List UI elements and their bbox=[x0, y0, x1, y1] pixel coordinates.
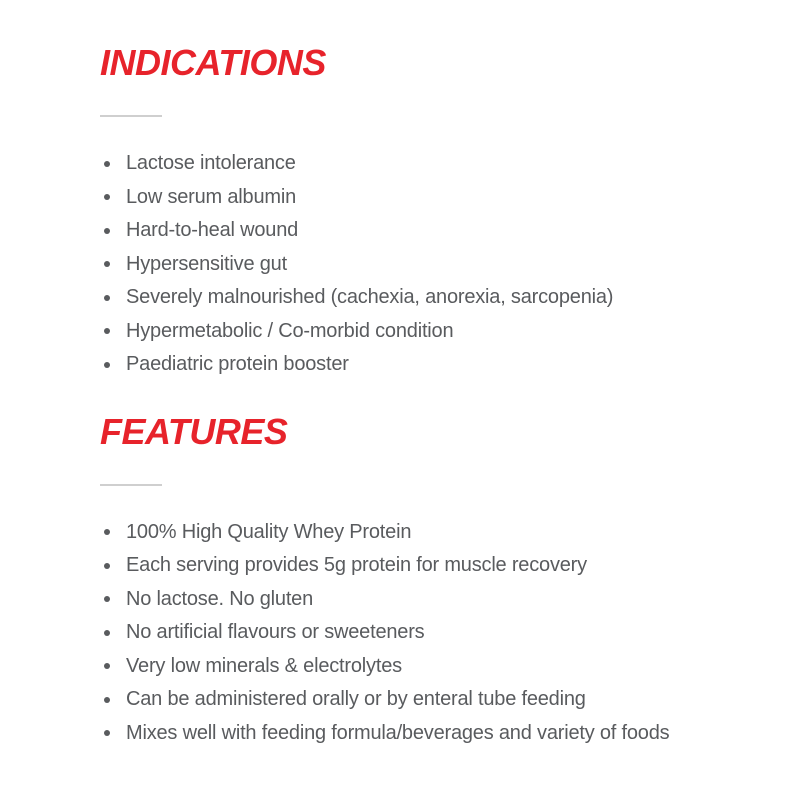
features-section bbox=[100, 410, 740, 751]
list-item-text: No artificial flavours or sweeteners bbox=[126, 621, 425, 644]
bullet-icon bbox=[104, 295, 110, 301]
list-item bbox=[100, 248, 740, 282]
list-item bbox=[100, 315, 740, 349]
list-item bbox=[100, 717, 740, 751]
list-item bbox=[100, 181, 740, 215]
indications-section bbox=[100, 44, 740, 382]
list-item-text: Very low minerals & electrolytes bbox=[126, 654, 402, 677]
bullet-icon bbox=[104, 228, 110, 234]
list-item bbox=[100, 281, 740, 315]
list-item bbox=[100, 683, 740, 717]
section-divider bbox=[100, 115, 162, 117]
list-item-text: Paediatric protein booster bbox=[126, 353, 349, 376]
bullet-icon bbox=[104, 630, 110, 636]
bullet-icon bbox=[104, 563, 110, 569]
list-item-text: Severely malnourished (cachexia, anorexia, sarcopenia) bbox=[126, 286, 614, 309]
bullet-icon bbox=[104, 362, 110, 368]
features-heading: FEATURES bbox=[100, 410, 288, 452]
bullet-icon bbox=[104, 194, 110, 200]
bullet-icon bbox=[104, 663, 110, 669]
bullet-icon bbox=[104, 161, 110, 167]
indications-list bbox=[100, 147, 740, 382]
list-item bbox=[100, 650, 740, 684]
list-item-text: Lactose intolerance bbox=[126, 152, 296, 175]
list-item-text: Can be administered orally or by enteral tube feeding bbox=[126, 688, 586, 711]
bullet-icon bbox=[104, 730, 110, 736]
list-item bbox=[100, 616, 740, 650]
list-item-text: 100% High Quality Whey Protein bbox=[126, 520, 412, 543]
features-list bbox=[100, 516, 740, 751]
bullet-icon bbox=[104, 596, 110, 602]
list-item-text: Mixes well with feeding formula/beverages and variety of foods bbox=[126, 721, 670, 744]
list-item bbox=[100, 516, 740, 550]
list-item bbox=[100, 583, 740, 617]
list-item-text: No lactose. No gluten bbox=[126, 587, 314, 610]
bullet-icon bbox=[104, 529, 110, 535]
bullet-icon bbox=[104, 261, 110, 267]
list-item-text: Each serving provides 5g protein for muscle recovery bbox=[126, 554, 587, 577]
list-item bbox=[100, 147, 740, 181]
bullet-icon bbox=[104, 328, 110, 334]
list-item bbox=[100, 348, 740, 382]
list-item-text: Hard-to-heal wound bbox=[126, 219, 299, 242]
list-item bbox=[100, 214, 740, 248]
section-divider bbox=[100, 484, 162, 486]
list-item-text: Hypersensitive gut bbox=[126, 252, 287, 275]
list-item bbox=[100, 549, 740, 583]
list-item-text: Low serum albumin bbox=[126, 185, 297, 208]
list-item-text: Hypermetabolic / Co-morbid condition bbox=[126, 319, 454, 342]
bullet-icon bbox=[104, 697, 110, 703]
indications-heading: INDICATIONS bbox=[100, 42, 326, 83]
